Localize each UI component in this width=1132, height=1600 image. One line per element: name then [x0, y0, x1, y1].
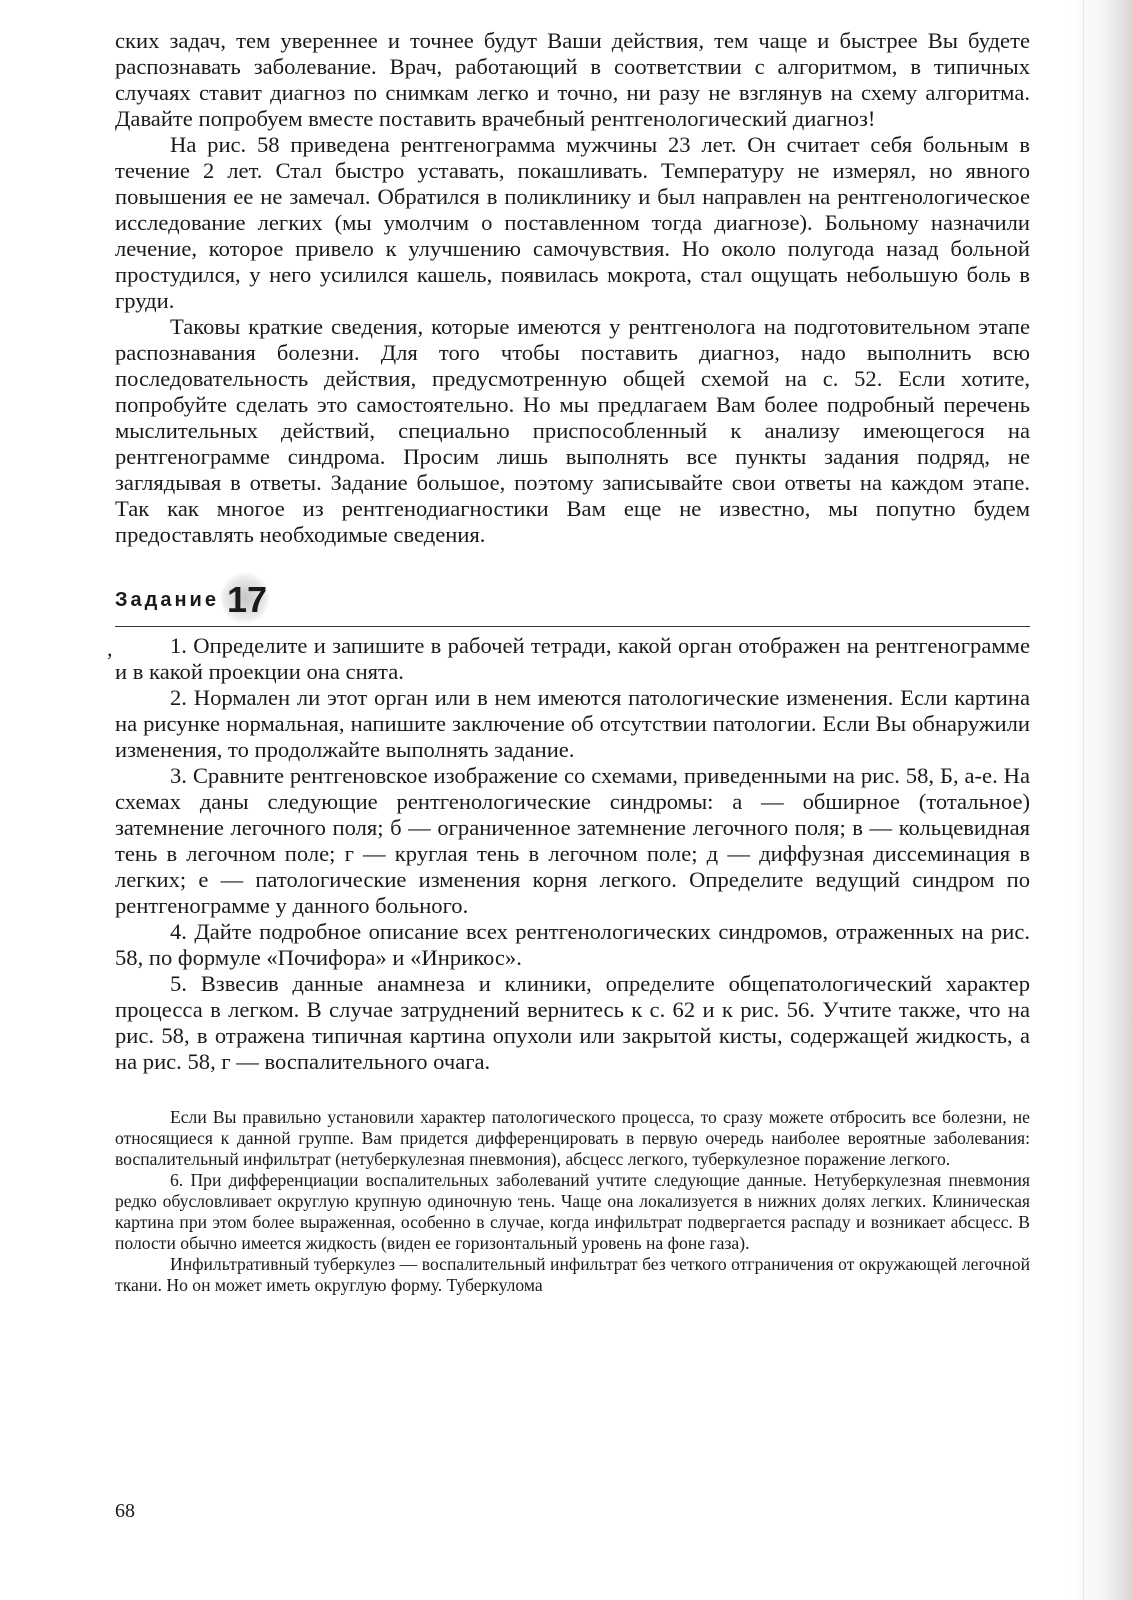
- task-item-4: 4. Дайте подробное описание всех рентгенологических синдромов, отраженных на рис. 58, по формуле «Почифора» и «Инрикос».: [115, 919, 1030, 970]
- intro-paragraph-3: Таковы краткие сведения, которые имеются у рентгенолога на подготовительном этапе распознавания болезни. Для того чтобы поставить диагноз, надо выполнить всю последовательность действия, предусмотренную общей схемой на с. 52. Если хотите, попробуйте сделать это самостоятельно. Но мы предлагаем Вам более подробный перечень мыслительных действий, специально приспособленный к анализу имеющегося на рентгенограмме синдрома. Просим лишь выполнять все пункты задания подряд, не заглядывая в ответы. Задание большое, поэтому записывайте свои ответы на каждом этапе. Так как многое из рентгенодиагностики Вам еще не известно, мы попутно будем предоставлять необходимые сведения.: [115, 314, 1030, 547]
- page-edge-line: [1083, 0, 1084, 1600]
- page-number: 68: [115, 1500, 135, 1522]
- heading-rule: [115, 626, 1030, 627]
- task-label: Задание: [115, 589, 219, 611]
- intro-paragraph-2: На рис. 58 приведена рентгенограмма мужчины 23 лет. Он считает себя больным в течение 2 лет. Стал быстро уставать, покашливать. Температуру не измерял, но явного повышения ее не замечал. Обратился в поликлинику и был направлен на рентгенологическое исследование легких (мы умолчим о поставленном тогда диагнозе). Больному назначили лечение, которое привело к улучшению самочувствия. Но около полугода назад больной простудился, у него усилился кашель, появилась мокрота, стал ощущать небольшую боль в груди.: [115, 132, 1030, 313]
- task-list: [107, 633, 1030, 1075]
- task-heading: [115, 570, 1030, 620]
- task-item-5: 5. Взвесив данные анамнеза и клиники, определите общепатологический характер процесса в легком. В случае затруднений вернитесь к с. 62 и к рис. 56. Учтите также, что на рис. 58, в отражена типичная картина опухоли или закрытой кисты, содержащей жидкость, а на рис. 58, г — воспалительного очага.: [115, 971, 1030, 1074]
- task-item-1: 1. Определите и запишите в рабочей тетради, какой орган отображен на рентгенограмме и в какой проекции она снята.: [115, 633, 1030, 684]
- small-print-block: [115, 1107, 1030, 1296]
- margin-mark: ,: [107, 636, 113, 661]
- task-item-3: 3. Сравните рентгеновское изображение со схемами, приведенными на рис. 58, Б, а-е. На схемах даны следующие рентгенологические синдромы: а — обширное (тотальное) затемнение легочного поля; б — ограниченное затемнение легочного поля; в — кольцевидная тень в легочном поле; г — круглая тень в легочном поле; д — диффузная диссеминация в легких; е — патологические изменения корня легкого. Определите ведущий синдром по рентгенограмме у данного больного.: [115, 763, 1030, 918]
- small-paragraph-1: Если Вы правильно установили характер патологического процесса, то сразу можете отбросить все болезни, не относящиеся к данной группе. Вам придется дифференцировать в первую очередь наиболее вероятные заболевания: воспалительный инфильтрат (нетуберкулезная пневмония), абсцесс легкого, туберкулезное поражение легкого.: [115, 1107, 1030, 1169]
- page-content: [107, 28, 1030, 1296]
- intro-paragraph-1: ских задач, тем увереннее и точнее будут Ваши действия, тем чаще и быстрее Вы будете распознавать заболевание. Врач, работающий в соответствии с алгоритмом, в типичных случаях ставит диагноз по снимкам легко и точно, ни разу не взглянув на схему алгоритма. Давайте попробуем вместе поставить врачебный рентгенологический диагноз!: [115, 28, 1030, 131]
- task-number: 17: [226, 579, 268, 620]
- small-paragraph-3: Инфильтративный туберкулез — воспалительный инфильтрат без четкого отграничения от окружающей легочной ткани. Но он может иметь округлую форму. Туберкулома: [115, 1254, 1030, 1295]
- task-item-2: 2. Нормален ли этот орган или в нем имеются патологические изменения. Если картина на рисунке нормальная, напишите заключение об отсутствии патологии. Если Вы обнаружили изменения, то продолжайте выполнять задание.: [115, 685, 1030, 762]
- page-edge-shadow: [1070, 0, 1132, 1600]
- small-paragraph-2: 6. При дифференциации воспалительных заболеваний учтите следующие данные. Нетуберкулезная пневмония редко обусловливает округлую крупную одиночную тень. Чаще она локализуется в нижних долях легких. Клиническая картина при этом более выраженная, особенно в случае, когда инфильтрат подвергается распаду и возникает абсцесс. В полости обычно имеется жидкость (виден ее горизонтальный уровень на фоне газа).: [115, 1170, 1030, 1253]
